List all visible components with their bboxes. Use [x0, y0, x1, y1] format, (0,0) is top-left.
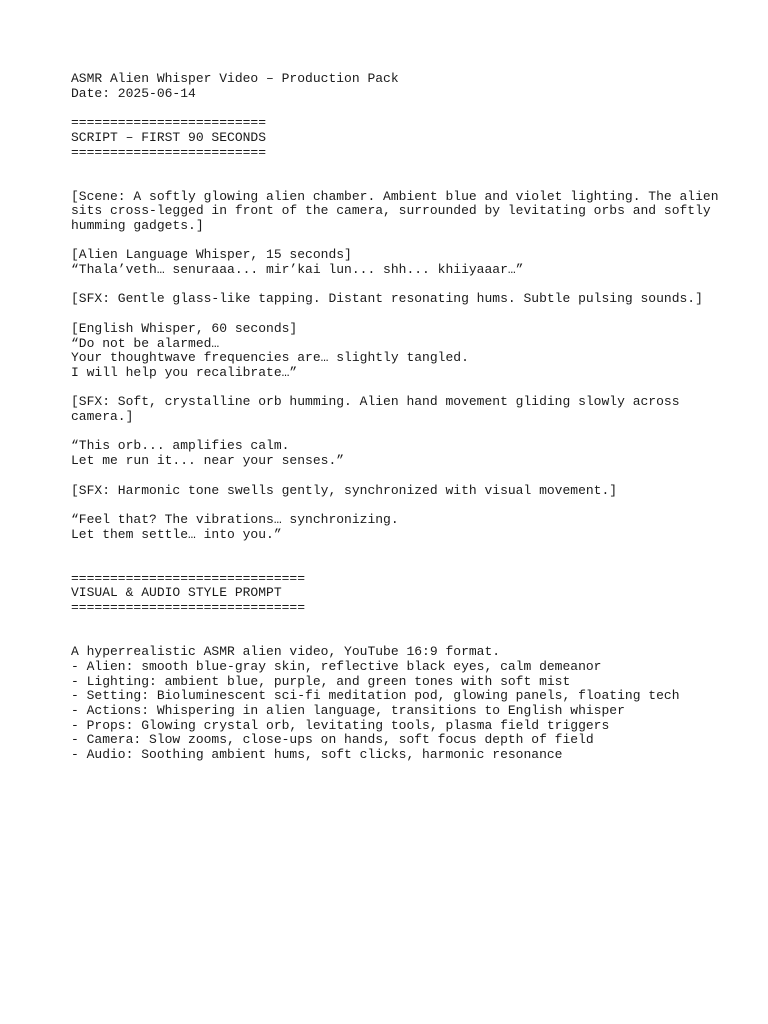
orb-line-2: Let me run it... near your senses.” — [71, 453, 345, 469]
style-section-heading: VISUAL & AUDIO STYLE PROMPT — [71, 585, 282, 601]
document-page — [71, 72, 731, 763]
english-line-2: Your thoughtwave frequencies are… slightly tangled. — [71, 350, 469, 366]
style-rule-bottom: ============================== — [71, 600, 306, 616]
sfx-cue-1: [SFX: Gentle glass-like tapping. Distant resonating hums. Subtle pulsing sounds.] — [71, 291, 703, 307]
style-item-camera: - Camera: Slow zooms, close-ups on hands, soft focus depth of field — [71, 732, 594, 748]
document-date: Date: 2025-06-14 — [71, 85, 196, 101]
english-line-1: “Do not be alarmed… — [71, 335, 220, 351]
feel-line-2: Let them settle… into you.” — [71, 526, 282, 542]
style-item-props: - Props: Glowing crystal orb, levitating tools, plasma field triggers — [71, 717, 610, 733]
feel-line-1: “Feel that? The vibrations… synchronizing. — [71, 511, 399, 527]
section-rule-top: ========================= — [71, 115, 267, 131]
document-title: ASMR Alien Whisper Video – Production Pack — [71, 71, 399, 86]
english-whisper-cue: [English Whisper, 60 seconds] — [71, 320, 298, 336]
script-section-heading: SCRIPT – FIRST 90 SECONDS — [71, 129, 267, 145]
style-intro: A hyperrealistic ASMR alien video, YouTube 16:9 format. — [71, 644, 501, 660]
section-rule-bottom: ========================= — [71, 144, 267, 160]
scene-description: [Scene: A softly glowing alien chamber. Ambient blue and violet lighting. The alien sits cross-legged in front of the camera, surrounded by levitating orbs and softly humming gadgets.] — [71, 188, 719, 233]
alien-whisper-cue: [Alien Language Whisper, 15 seconds] — [71, 247, 352, 263]
style-item-lighting: - Lighting: ambient blue, purple, and green tones with soft mist — [71, 673, 571, 689]
english-line-3: I will help you recalibrate…” — [71, 364, 298, 380]
style-rule-top: ============================== — [71, 570, 306, 586]
sfx-cue-3: [SFX: Harmonic tone swells gently, synchronized with visual movement.] — [71, 482, 618, 498]
style-item-alien: - Alien: smooth blue-gray skin, reflective black eyes, calm demeanor — [71, 658, 602, 674]
orb-line-1: “This orb... amplifies calm. — [71, 438, 290, 454]
sfx-cue-2: [SFX: Soft, crystalline orb humming. Alien hand movement gliding slowly across camera.] — [71, 394, 680, 425]
style-item-setting: - Setting: Bioluminescent sci-fi meditation pod, glowing panels, floating tech — [71, 688, 680, 704]
style-item-audio: - Audio: Soothing ambient hums, soft clicks, harmonic resonance — [71, 747, 563, 763]
alien-whisper-line: “Thala’veth… senuraaa... mir’kai lun... shh... khiiyaaar…” — [71, 262, 524, 278]
style-item-actions: - Actions: Whispering in alien language, transitions to English whisper — [71, 703, 625, 719]
